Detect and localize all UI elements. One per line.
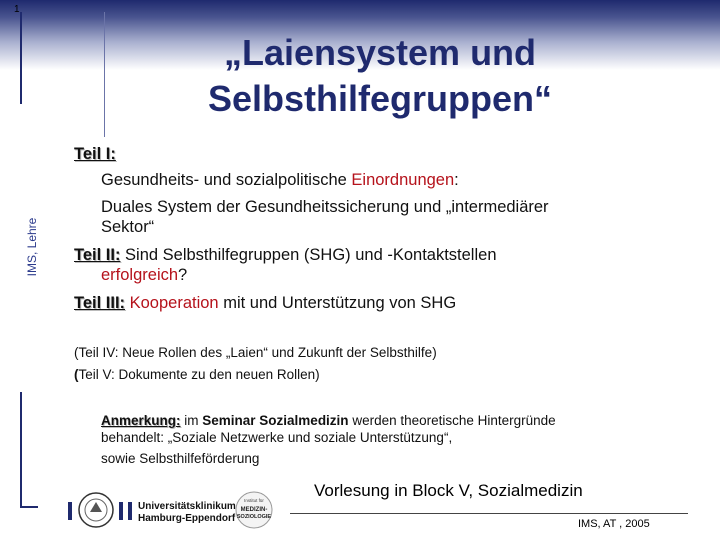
title-line-1: „Laiensystem und [223,32,537,73]
note-label: Anmerkung: [101,413,181,428]
slide-title [120,30,640,122]
logo-bar-right [119,502,123,520]
logos [66,490,296,530]
left-rule-top [20,12,22,104]
note-text1: im [180,413,203,428]
teil3-label: Teil III: [74,294,126,312]
slide-number: 1 [14,4,20,15]
note-bold: Seminar Sozialmedizin [202,413,349,428]
teil1-line2 [101,197,549,237]
teil1-line2a: Duales System der Gesundheitssicherung und „intermediärer [101,198,549,216]
lecture-footer: Vorlesung in Block V, Sozialmedizin [314,481,583,500]
note-line3: sowie Selbsthilfeförderung [101,451,260,466]
soz-line3: SOZIOLOGIE [236,514,272,520]
logo-bar-left [68,502,72,520]
left-rule-bottom [20,392,22,508]
teil2-text: Sind Selbsthilfegruppen (SHG) und -Kontaktstellen [120,246,497,264]
teil1-label: Teil I: [74,145,116,163]
footer-credit: IMS, AT , 2005 [578,518,650,530]
teil4-row: (Teil IV: Neue Rollen des „Laien“ und Zukunft der Selbsthilfe) [74,345,437,360]
teil1-line1-text: Gesundheits- und sozialpolitische [101,171,352,189]
soz-line2: MEDIZIN- [240,507,268,513]
teil1-label-row [74,144,116,164]
teil2-row [74,245,497,265]
note-text2: werden theoretische Hintergründe [348,413,556,428]
uke-line2: Hamburg-Eppendorf [138,513,236,524]
teil1-line2b: Sektor“ [101,218,155,236]
uke-line1: Universitätsklinikum [138,501,236,512]
title-rule [104,12,105,137]
soz-line1: Institut für [244,498,264,503]
left-rule-foot [20,506,38,508]
teil3-red: Kooperation [129,294,219,312]
uke-mark-icon [128,502,132,520]
side-label: IMS, Lehre [25,217,39,277]
note-line2: behandelt: „Soziale Netzwerke und soziale Unterstützung“, [101,430,453,445]
teil5-text: Teil V: Dokumente zu den neuen Rollen) [78,367,320,382]
footer-rule [290,513,688,514]
teil5-open: ( [74,367,79,382]
teil2-red: erfolgreich [101,266,179,284]
teil2-line2 [101,265,187,285]
teil2-post: ? [178,266,188,284]
note-row [101,412,556,467]
teil3-row [74,293,456,313]
teil1-line1 [101,170,459,190]
teil1-line1-red: Einordnungen [351,171,455,189]
teil5-row [74,366,320,383]
logo-row [66,490,296,530]
teil3-text: mit und Unterstützung von SHG [218,294,457,312]
teil2-label: Teil II: [74,246,121,264]
title-line-2: Selbsthilfegruppen“ [207,78,553,119]
teil1-line1-post: : [454,171,459,189]
